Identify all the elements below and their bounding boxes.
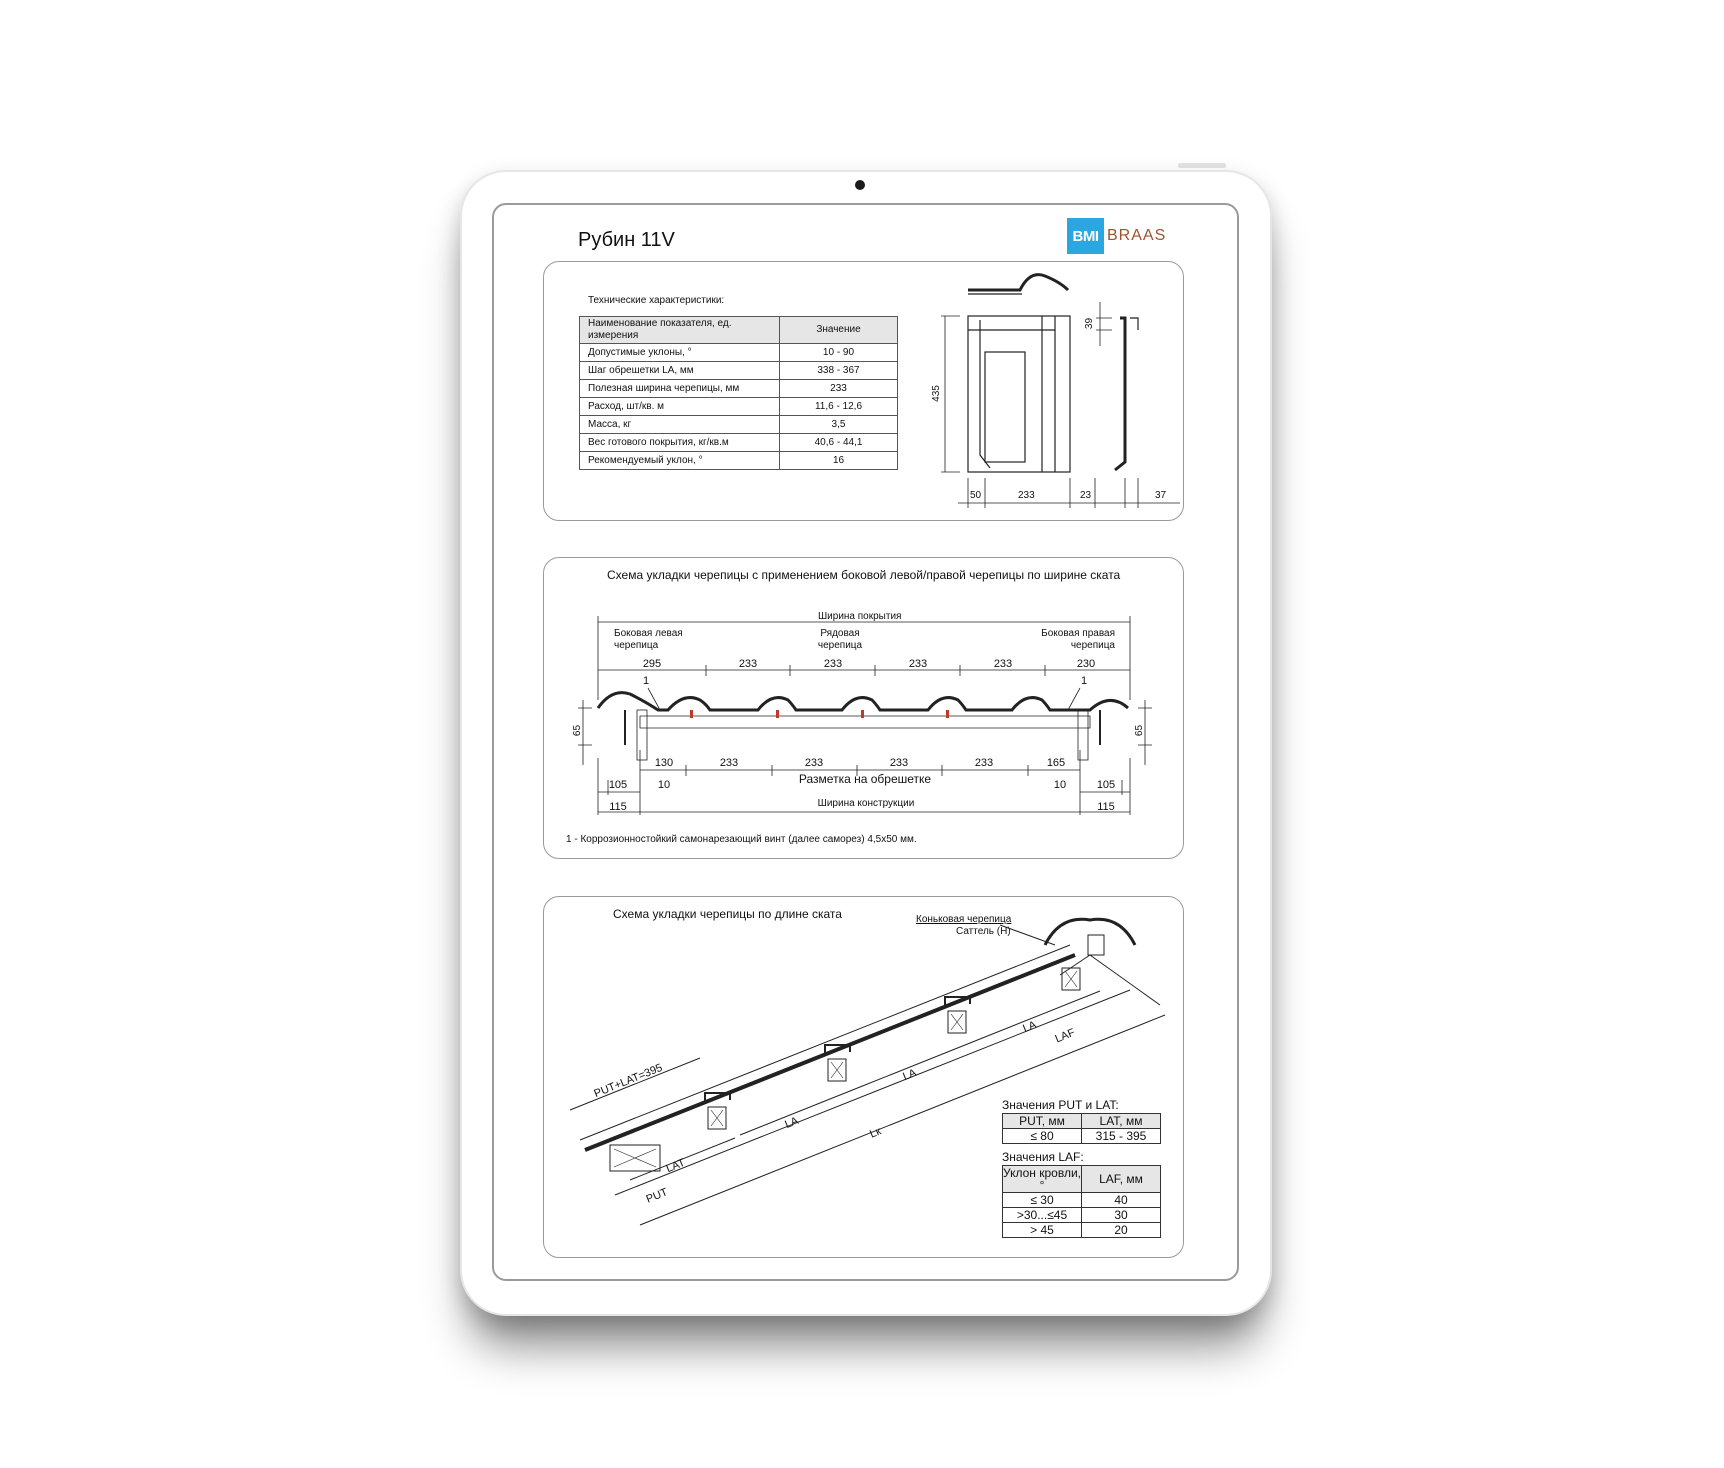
width-scheme-title: Схема укладки черепицы с применением боковой левой/правой черепицы по ширине ската xyxy=(607,568,1121,582)
tile-height-dim: 435 xyxy=(930,385,942,402)
table-row xyxy=(580,380,898,398)
table-row xyxy=(1003,1208,1161,1223)
length-scheme-title: Схема укладки черепицы по длине ската xyxy=(613,907,842,921)
laf-table xyxy=(1002,1165,1161,1238)
table-row xyxy=(1003,1166,1161,1193)
brand-logo xyxy=(1067,218,1166,254)
batten-dim: 233 xyxy=(719,757,739,769)
table-row xyxy=(580,362,898,380)
construction-width-label: Ширина конструкции xyxy=(817,798,915,809)
spec-name: Расход, шт/кв. м xyxy=(580,398,780,416)
put-lat-table xyxy=(1002,1113,1161,1144)
table-cell: 20 xyxy=(1082,1223,1161,1238)
batten-dim: 165 xyxy=(1046,757,1066,769)
tile-depth-dim: 39 xyxy=(1084,317,1096,330)
table-header: LAF, мм xyxy=(1082,1166,1161,1193)
batten-dim: 233 xyxy=(804,757,824,769)
marking-label: Разметка на обрешетке xyxy=(798,772,932,786)
table-cell: ≤ 80 xyxy=(1003,1129,1082,1144)
spec-value: 3,5 xyxy=(780,416,898,434)
camera-icon xyxy=(855,180,865,190)
lk-label: Lк xyxy=(868,1125,883,1141)
specs-table xyxy=(579,316,898,470)
ridge-label-1: Коньковая черепица xyxy=(916,914,1012,925)
table-cell: > 45 xyxy=(1003,1223,1082,1238)
table-header: LAT, мм xyxy=(1082,1114,1161,1129)
table-row xyxy=(1003,1129,1161,1144)
table-row xyxy=(580,344,898,362)
top-dim: 233 xyxy=(993,658,1013,670)
specs-header-name: Наименование показателя, ед. измерения xyxy=(580,317,780,344)
table-cell: ≤ 30 xyxy=(1003,1193,1082,1208)
cover-width-label: Ширина покрытия xyxy=(818,611,902,622)
la-label: LA xyxy=(783,1114,801,1132)
spec-value: 40,6 - 44,1 xyxy=(780,434,898,452)
spec-name: Допустимые уклоны, ° xyxy=(580,344,780,362)
brand-name: BRAAS xyxy=(1107,227,1167,244)
lat-label: LAT xyxy=(664,1156,687,1176)
width-scheme-panel xyxy=(543,557,1184,859)
table-header: PUT, мм xyxy=(1003,1114,1082,1129)
spec-value: 233 xyxy=(780,380,898,398)
table-row xyxy=(580,452,898,470)
table-row xyxy=(1003,1114,1161,1129)
tile-side-dim: 23 xyxy=(1080,490,1092,501)
tile-left-dim: 50 xyxy=(970,490,982,501)
spec-value: 10 - 90 xyxy=(780,344,898,362)
laf-table-caption: Значения LAF: xyxy=(1002,1150,1084,1164)
specs-header-row xyxy=(580,317,898,344)
bottom-left-dim: 105 xyxy=(608,779,628,791)
outer-right-dim: 115 xyxy=(1097,801,1115,813)
spec-name: Шаг обрешетки LA, мм xyxy=(580,362,780,380)
left-tile-label: Боковая левая черепица xyxy=(614,628,683,651)
table-cell: 40 xyxy=(1082,1193,1161,1208)
brand-badge: BMI xyxy=(1067,218,1104,254)
table-cell: 315 - 395 xyxy=(1082,1129,1161,1144)
put-lat-label: PUT+LAT=395 xyxy=(592,1061,665,1101)
spec-value: 338 - 367 xyxy=(780,362,898,380)
tile-width-dim: 233 xyxy=(1018,490,1035,501)
table-row xyxy=(1003,1193,1161,1208)
batten-dim: 130 xyxy=(654,757,674,769)
row-tile-label: Рядовая черепица xyxy=(817,628,863,651)
spec-name: Рекомендуемый уклон, ° xyxy=(580,452,780,470)
tile-right-dim: 37 xyxy=(1155,490,1167,501)
batten-dim: 233 xyxy=(889,757,909,769)
put-lat-table-caption: Значения PUT и LAT: xyxy=(1002,1098,1119,1112)
bottom-right-dim: 105 xyxy=(1096,779,1116,791)
table-cell: >30...≤45 xyxy=(1003,1208,1082,1223)
screw-mark: 1 xyxy=(642,675,650,687)
top-dim: 295 xyxy=(642,658,662,670)
top-dim: 233 xyxy=(908,658,928,670)
table-cell: 30 xyxy=(1082,1208,1161,1223)
laf-label: LAF xyxy=(1053,1026,1077,1046)
specs-caption: Технические характеристики: xyxy=(588,295,725,306)
height-right-dim: 65 xyxy=(1134,724,1146,737)
top-dim: 233 xyxy=(823,658,843,670)
table-header: Уклон кровли, ° xyxy=(1003,1166,1081,1192)
spec-name: Масса, кг xyxy=(580,416,780,434)
screw-mark: 1 xyxy=(1080,675,1088,687)
spec-name: Вес готового покрытия, кг/кв.м xyxy=(580,434,780,452)
page-title: Рубин 11V xyxy=(578,229,675,251)
height-left-dim: 65 xyxy=(572,724,584,737)
spec-value: 16 xyxy=(780,452,898,470)
screw-note: 1 - Коррозионностойкий самонарезающий винт (далее саморез) 4,5х50 мм. xyxy=(566,834,917,845)
spec-name: Полезная ширина черепицы, мм xyxy=(580,380,780,398)
batten-dim: 233 xyxy=(974,757,994,769)
put-label: PUT xyxy=(644,1186,670,1206)
la-label: LA xyxy=(1021,1018,1039,1036)
spec-value: 11,6 - 12,6 xyxy=(780,398,898,416)
table-row xyxy=(580,416,898,434)
specs-header-value: Значение xyxy=(780,317,898,344)
la-label: LA xyxy=(901,1066,919,1084)
bottom-left-dim: 10 xyxy=(657,779,671,791)
bottom-right-dim: 10 xyxy=(1053,779,1067,791)
outer-left-dim: 115 xyxy=(609,801,627,813)
right-tile-label: Боковая правая черепица xyxy=(1041,628,1115,651)
table-row xyxy=(580,398,898,416)
ridge-label-2: Саттель (Н) xyxy=(956,926,1011,937)
device-top-button xyxy=(1178,163,1226,168)
table-row xyxy=(580,434,898,452)
top-dim: 230 xyxy=(1076,658,1096,670)
table-row xyxy=(1003,1223,1161,1238)
top-dim: 233 xyxy=(738,658,758,670)
